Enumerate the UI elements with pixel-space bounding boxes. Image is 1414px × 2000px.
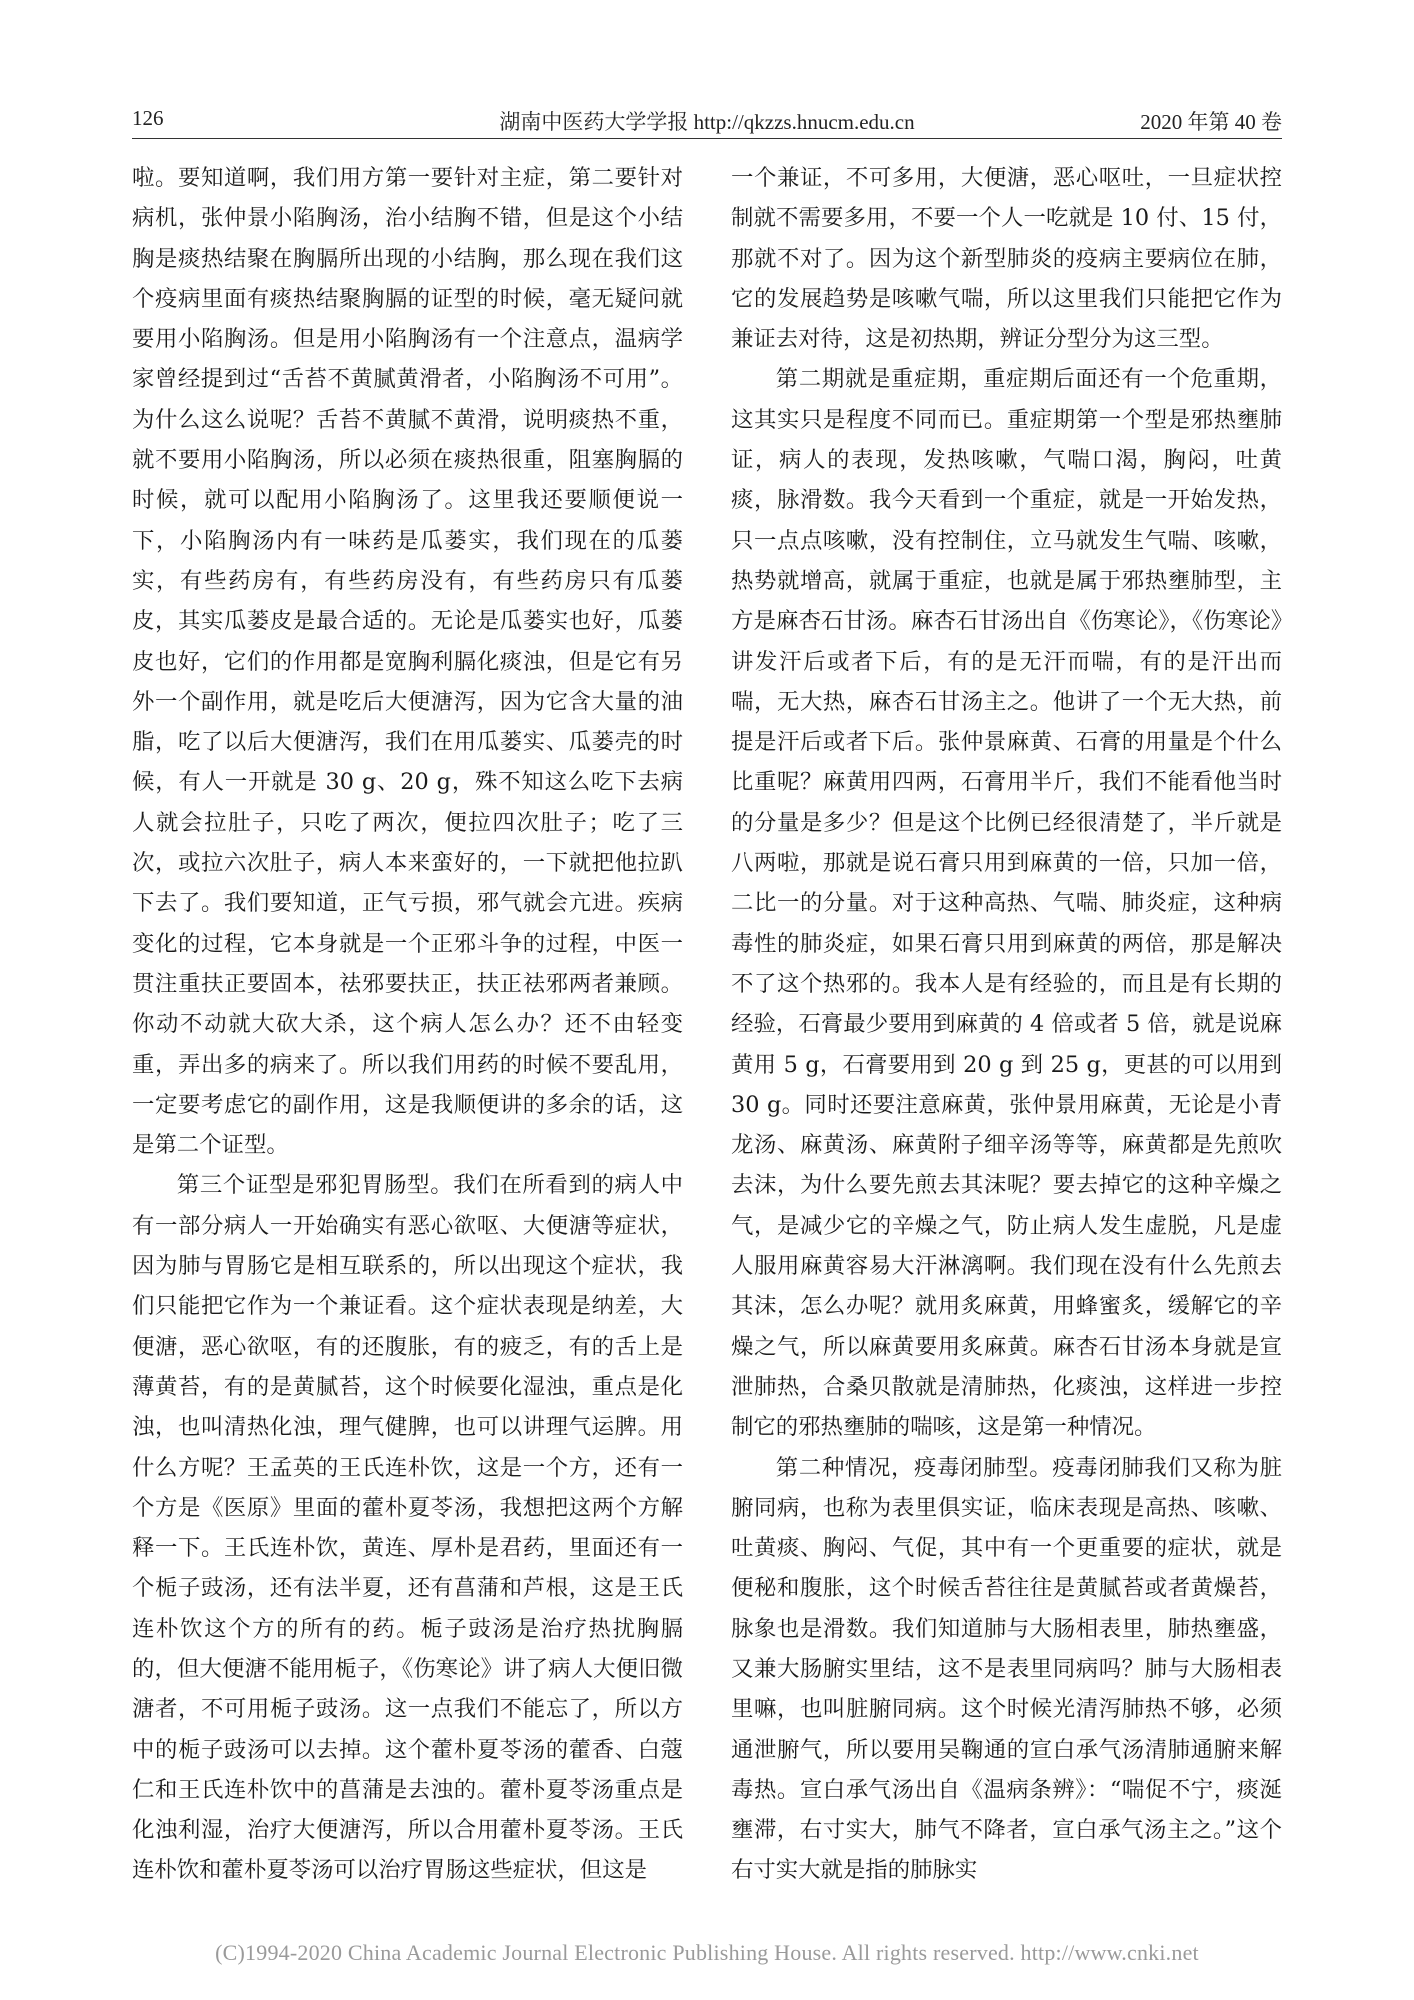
page-number: 126 [132,106,164,130]
paragraph: 第二期就是重症期，重症期后面还有一个危重期，这其实只是程度不同而已。重症期第一个型是邪热壅肺证，病人的表现，发热咳嗽，气喘口渴，胸闷，吐黄痰，脉滑数。我今天看到一个重症，就是一开始发热，只一点点咳嗽，没有控制住，立马就发生气喘、咳嗽，热势就增高，就属于重症，也就是属于邪热壅肺型，主方是麻杏石甘汤。麻杏石甘汤出自《伤寒论》，《伤寒论》讲发汗后或者下后，有的是无汗而喘，有的是汗出而喘，无大热，麻杏石甘汤主之。他讲了一个无大热，前提是汗后或者下后。张仲景麻黄、石膏的用量是个什么比重呢？麻黄用四两，石膏用半斤，我们不能看他当时的分量是多少？但是这个比例已经很清楚了，半斤就是八两啦，那就是说石膏只用到麻黄的一倍，只加一倍，二比一的分量。对于这种高热、气喘、肺炎症，这种病毒性的肺炎症，如果石膏只用到麻黄的两倍，那是解决不了这个热邪的。我本人是有经验的，而且是有长期的经验，石膏最少要用到麻黄的 4 倍或者 5 倍，就是说麻黄用 5 g，石膏要用到 20 g 到 25 g，更甚的可以用到 30 g。同时还要注意麻黄，张仲景用麻黄，无论是小青龙汤、麻黄汤、麻黄附子细辛汤等等，麻黄都是先煎吹去沫，为什么要先煎去其沫呢？要去掉它的这种辛燥之气，是减少它的辛燥之气，防止病人发生虚脱，凡是虚人服用麻黄容易大汗淋漓啊。我们现在没有什么先煎去其沫，怎么办呢？就用炙麻黄，用蜂蜜炙，缓解它的辛燥之气，所以麻黄要用炙麻黄。麻杏石甘汤本身就是宣泄肺热，合桑贝散就是清肺热，化痰浊，这样进一步控制它的邪热壅肺的喘咳，这是第一种情况。 [731,366,1282,1441]
journal-title: 湖南中医药大学学报 http://qkzzs.hnucm.edu.cn [499,110,915,134]
header-rule [132,138,1282,139]
paragraph: 第三个证型是邪犯胃肠型。我们在所看到的病人中有一部分病人一开始确实有恶心欲呕、大便溏等症状，因为肺与胃肠它是相互联系的，所以出现这个症状，我们只能把它作为一个兼证看。这个症状表现是纳差，大便溏，恶心欲呕，有的还腹胀，有的疲乏，有的舌上是薄黄苔，有的是黄腻苔，这个时候要化湿浊，重点是化浊，也叫清热化浊，理气健脾，也可以讲理气运脾。用什么方呢？王孟英的王氏连朴饮，这是一个方，还有一个方是《医原》里面的藿朴夏苓汤，我想把这两个方解释一下。王氏连朴饮，黄连、厚朴是君药，里面还有一个栀子豉汤，还有法半夏，还有菖蒲和芦根，这是王氏连朴饮这个方的所有的药。栀子豉汤是治疗热扰胸膈的，但大便溏不能用栀子，《伤寒论》讲了病人大便旧微溏者，不可用栀子豉汤。这一点我们不能忘了，所以方中的栀子豉汤可以去掉。这个藿朴夏苓汤的藿香、白蔻仁和王氏连朴饮中的菖蒲是去浊的。藿朴夏苓汤重点是化浊利湿，治疗大便溏泻，所以合用藿朴夏苓汤。王氏连朴饮和藿朴夏苓汤可以治疗胃肠这些症状，但这是 [132,1172,683,1884]
running-header [132,104,1282,138]
paragraph: 一个兼证，不可多用，大便溏，恶心呕吐，一旦症状控制就不需要多用，不要一个人一吃就是 10 付、15 付，那就不对了。因为这个新型肺炎的疫病主要病位在肺，它的发展趋势是咳嗽气喘，所以这里我们只能把它作为兼证去对待，这是初热期，辨证分型分为这三型。 [731,165,1282,353]
paragraph: 啦。要知道啊，我们用方第一要针对主症，第二要针对病机，张仲景小陷胸汤，治小结胸不错，但是这个小结胸是痰热结聚在胸膈所出现的小结胸，那么现在我们这个疫病里面有痰热结聚胸膈的证型的时候，毫无疑问就要用小陷胸汤。但是用小陷胸汤有一个注意点，温病学家曾经提到过“舌苔不黄腻黄滑者，小陷胸汤不可用”。为什么这么说呢？舌苔不黄腻不黄滑，说明痰热不重，就不要用小陷胸汤，所以必须在痰热很重，阻塞胸膈的时候，就可以配用小陷胸汤了。这里我还要顺便说一下，小陷胸汤内有一味药是瓜蒌实，我们现在的瓜蒌实，有些药房有，有些药房没有，有些药房只有瓜蒌皮，其实瓜蒌皮是最合适的。无论是瓜蒌实也好，瓜蒌皮也好，它们的作用都是宽胸利膈化痰浊，但是它有另外一个副作用，就是吃后大便溏泻，因为它含大量的油脂，吃了以后大便溏泻，我们在用瓜蒌实、瓜蒌壳的时候，有人一开就是 30 g、20 g，殊不知这么吃下去病人就会拉肚子，只吃了两次，便拉四次肚子；吃了三次，或拉六次肚子，病人本来蛮好的，一下就把他拉趴下去了。我们要知道，正气亏损，邪气就会亢进。疾病变化的过程，它本身就是一个正邪斗争的过程，中医一贯注重扶正要固本，祛邪要扶正，扶正祛邪两者兼顾。你动不动就大砍大杀，这个病人怎么办？还不由轻变重，弄出多的病来了。所以我们用药的时候不要乱用，一定要考虑它的副作用，这是我顺便讲的多余的话，这是第二个证型。 [132,165,683,1159]
copyright-footer: (C)1994-2020 China Academic Journal Electronic Publishing House. All rights reserved. http://www.cnki.net [215,1940,1199,1965]
volume-info: 2020 年第 40 卷 [1140,110,1282,134]
left-column [132,158,683,1884]
paragraph: 第二种情况，疫毒闭肺型。疫毒闭肺我们又称为脏腑同病，也称为表里俱实证，临床表现是高热、咳嗽、吐黄痰、胸闷、气促，其中有一个更重要的症状，就是便秘和腹胀，这个时候舌苔往往是黄腻苔或者黄燥苔，脉象也是滑数。我们知道肺与大肠相表里，肺热壅盛，又兼大肠腑实里结，这不是表里同病吗？肺与大肠相表里嘛，也叫脏腑同病。这个时候光清泻肺热不够，必须通泄腑气，所以要用吴鞠通的宣白承气汤清肺通腑来解毒热。宣白承气汤出自《温病条辨》：“喘促不宁，痰涎壅滞，右寸实大，肺气不降者，宣白承气汤主之。”这个右寸实大就是指的肺脉实 [731,1454,1282,1884]
right-column [731,158,1282,1884]
